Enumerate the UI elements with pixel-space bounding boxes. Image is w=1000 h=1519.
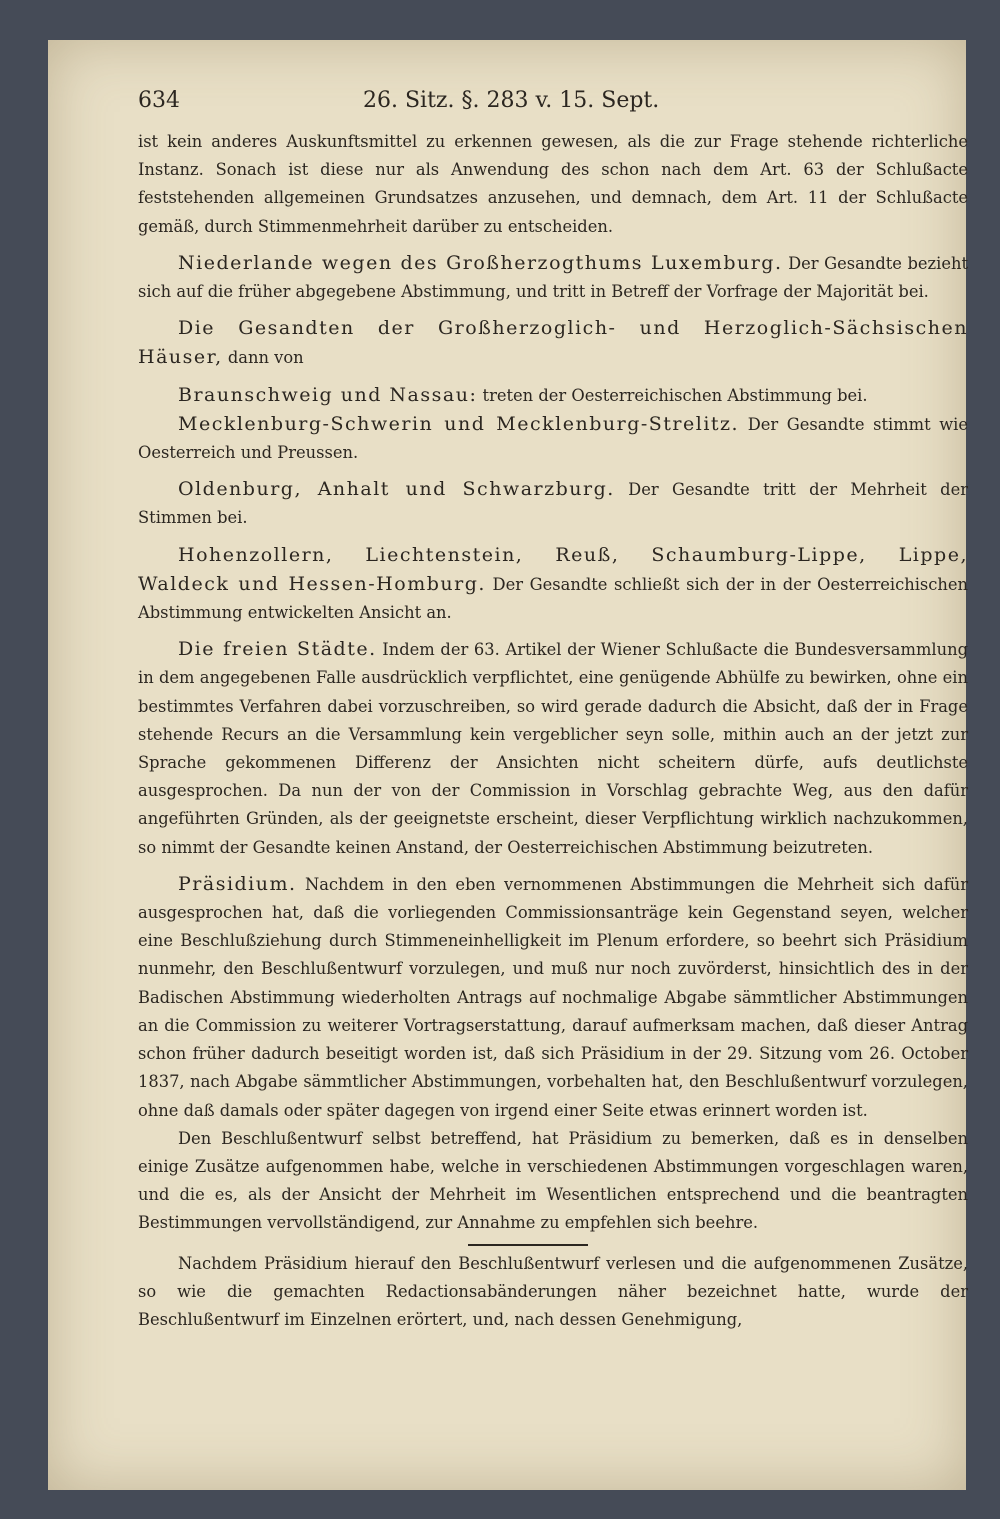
paragraph (138, 870, 968, 1125)
speaker-heading: Oldenburg, Anhalt und Schwarzburg. (178, 478, 615, 501)
speaker-heading: Mecklenburg-Schwerin und Mecklenburg-Strelitz. (178, 412, 740, 435)
speaker-heading: Präsidium. (178, 872, 297, 895)
paragraph-text: dann von (222, 348, 304, 368)
paragraph-text: Der Gesandte schließt sich der in der Oesterreichischen Abstimmung entwickelten Ansicht an. (138, 574, 969, 623)
running-title: 26. Sitz. §. 283 v. 15. Sept. (363, 88, 660, 113)
paragraph-text: treten der Oesterreichischen Abstimmung bei. (477, 385, 868, 405)
paragraph-text: Nachdem in den eben vernommenen Abstimmungen die Mehrheit sich dafür ausgesprochen hat, daß die vorliegenden Commissionsanträge kein Gegenstand seyen, welcher eine Beschlußziehung durch Stimmeneinhelligkeit im Plenum erfordere, so beehrt sich Präsidium nunmehr, den Beschlußentwurf vorzulegen, und muß nur noch zuvörderst, hinsichtlich des in der Badischen Abstimmung wiederholten Antrags auf nochmalige Abgabe sämmtlicher Abstimmungen an die Commission zu weiterer Vortragserstattung, darauf aufmerksam machen, daß dieser Antrag schon früher dadurch beseitigt worden ist, daß sich Präsidium in der 29. Sitzung vom 26. October 1837, nach Abgabe sämmtlicher Abstimmungen, vorbehalten hat, den Beschlußentwurf vorzulegen, ohne daß damals oder später dagegen von irgend einer Seite etwas erinnert worden ist. (138, 874, 968, 1120)
paragraph-text: Der Gesandte tritt der Mehrheit der Stimmen bei. (138, 480, 969, 528)
speaker-heading: Braunschweig und Nassau: (178, 383, 478, 406)
speaker-heading: Hohenzollern, Liechtenstein, Reuß, Schaumburg-Lippe, Lippe, Waldeck und Hessen-Homburg. (138, 543, 968, 595)
divider-rule (468, 1244, 588, 1246)
paragraph-text: Der Gesandte bezieht sich auf die früher abgegebene Abstimmung, und tritt in Betreff der Vorfrage der Majorität bei. (138, 253, 969, 302)
paragraph (138, 381, 968, 410)
speaker-heading: Niederlande wegen des Großherzogthums Luxemburg. (178, 251, 783, 274)
paragraph-text: Der Gesandte stimmt wie Oesterreich und Preussen. (138, 414, 969, 463)
paragraph: ist kein anderes Auskunftsmittel zu erkennen gewesen, als die zur Frage stehende richterliche Instanz. Sonach ist diese nur als Anwendung des schon nach dem Art. 63 der Schlußacte feststehenden allgemeinen Grundsatzes anzusehen, und demnach, dem Art. 11 der Schlußacte gemäß, durch Stimmenmehrheit darüber zu entscheiden. (138, 132, 968, 236)
paragraph: Den Beschlußentwurf selbst betreffend, hat Präsidium zu bemerken, daß es in denselben einige Zusätze aufgenommen habe, welche in verschiedenen Abstimmungen vorgeschlagen waren, und die es, als der Ansicht der Mehrheit im Wesentlichen entsprechend und die beantragten Bestimmungen vervollständigend, zur Annahme zu empfehlen sich beehre. (138, 1128, 968, 1233)
speaker-heading: Die freien Städte. (178, 638, 377, 661)
book-page (48, 40, 969, 1490)
paragraph (138, 249, 968, 306)
paragraph (138, 541, 968, 628)
speaker-heading: Die Gesandten der Großherzoglich- und Herzoglich-Sächsischen Häuser, (138, 317, 968, 369)
page-number: 634 (138, 88, 180, 113)
paragraph (138, 475, 968, 532)
paragraph: Nachdem Präsidium hierauf den Beschlußentwurf verlesen und die aufgenommenen Zusätze, so wie die gemachten Redactionsabänderungen näher bezeichnet hatte, wurde der Beschlußentwurf im Einzelnen erörtert, und, nach dessen Genehmigung, (138, 1253, 968, 1329)
paragraph (138, 314, 968, 372)
paragraph (138, 635, 968, 862)
page-body (138, 128, 968, 1334)
paragraph-text: Indem der 63. Artikel der Wiener Schlußacte die Bundesversammlung in dem angegebenen Falle ausdrücklich verpflichtet, eine genügende Abhülfe zu bewirken, ohne ein bestimmtes Verfahren dabei vorzuschreiben, so wird gerade dadurch die Absicht, daß der in Frage stehende Recurs an die Versammlung kein vergeblicher seyn solle, mithin auch an der jetzt zur Sprache gekommenen Differenz der Ansichten nicht scheitern dürfe, aufs deutlichste ausgesprochen. Da nun der von der Commission in Vorschlag gebrachte Weg, aus den dafür angeführten Gründen, als der geeignetste erscheint, dieser Verpflichtung wirklich nachzukommen, so nimmt der Gesandte keinen Anstand, der Oesterreichischen Abstimmung beizutreten. (138, 640, 968, 857)
page-header (138, 88, 968, 122)
paragraph (138, 410, 968, 467)
